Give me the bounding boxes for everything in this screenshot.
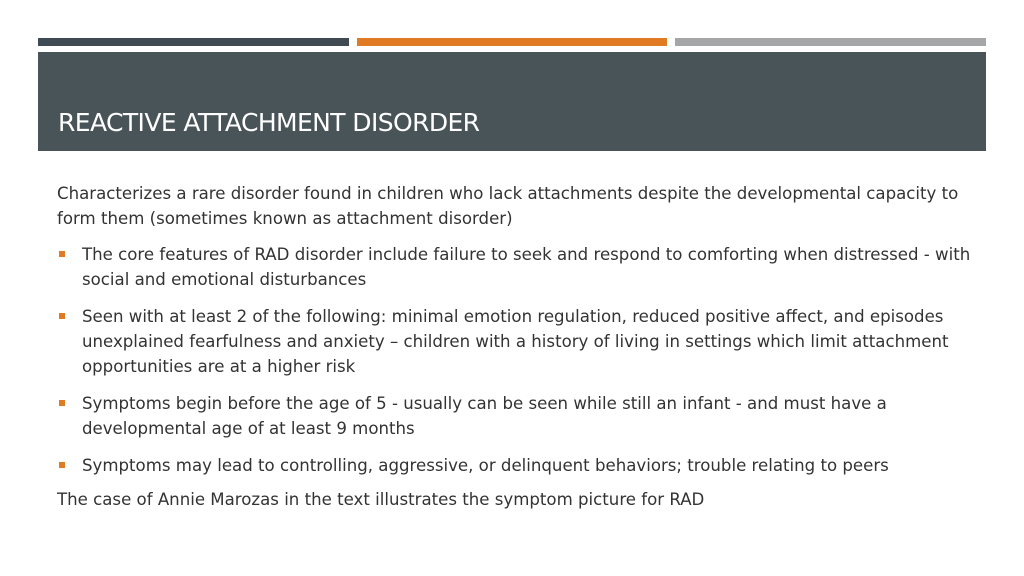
square-bullet-icon	[59, 251, 65, 257]
bullet-text: Symptoms may lead to controlling, aggressive, or delinquent behaviors; trouble relating to peers	[82, 456, 889, 475]
square-bullet-icon	[59, 400, 65, 406]
bullet-item	[57, 391, 977, 441]
bullet-text: The core features of RAD disorder include failure to seek and respond to comforting when distressed - with social and emotional disturbances	[82, 245, 971, 289]
bullet-item	[57, 453, 977, 478]
bullet-item	[57, 304, 977, 379]
bullet-text: Symptoms begin before the age of 5 - usually can be seen while still an infant - and must have a developmental age of at least 9 months	[82, 394, 887, 438]
accent-bar-orange	[357, 38, 667, 46]
bullet-item	[57, 242, 977, 292]
slide-body	[57, 181, 977, 512]
slide-title: REACTIVE ATTACHMENT DISORDER	[58, 108, 480, 137]
accent-bar-gray	[675, 38, 986, 46]
accent-bar-dark	[38, 38, 349, 46]
square-bullet-icon	[59, 313, 65, 319]
square-bullet-icon	[59, 462, 65, 468]
closing-paragraph: The case of Annie Marozas in the text illustrates the symptom picture for RAD	[57, 490, 705, 509]
intro-paragraph: Characterizes a rare disorder found in children who lack attachments despite the developmental capacity to form them (sometimes known as attachment disorder)	[57, 184, 959, 228]
bullet-list	[57, 242, 977, 478]
title-band	[38, 52, 986, 151]
bullet-text: Seen with at least 2 of the following: minimal emotion regulation, reduced positive affect, and episodes unexplained fearfulness and anxiety – children with a history of living in settings which limit attachment opportunities are at a higher risk	[82, 307, 949, 376]
